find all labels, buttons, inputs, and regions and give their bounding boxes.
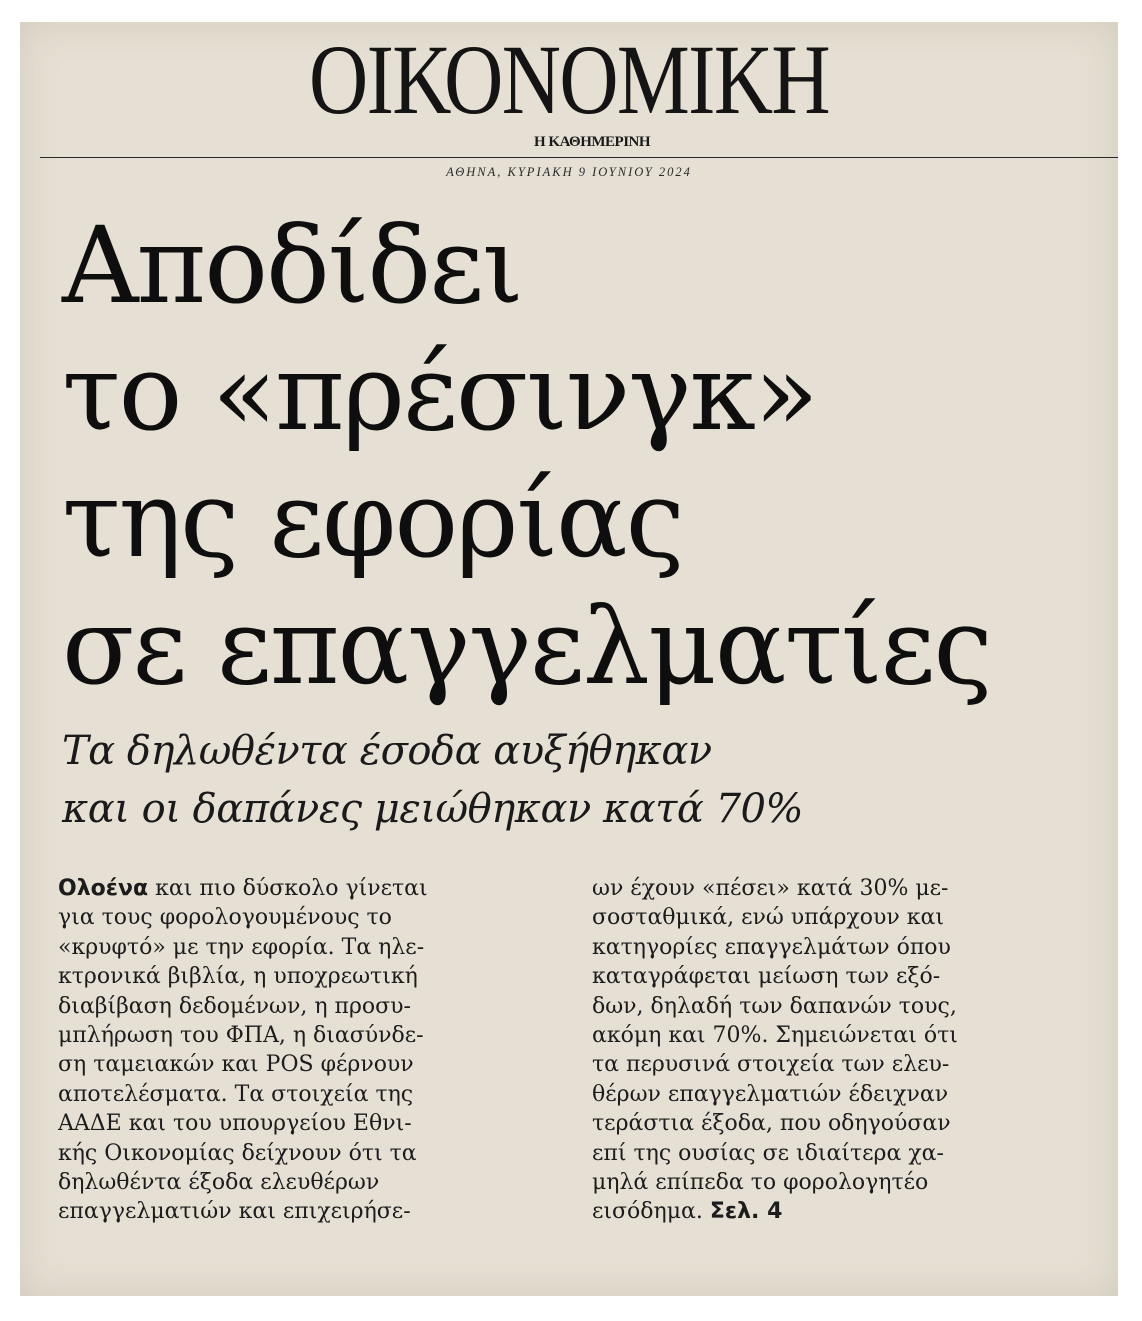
masthead-title: ΟΙΚΟΝΟΜΙΚΗ (308, 24, 830, 135)
dateline: ΑΘΗΝΑ, ΚΥΡΙΑΚΗ 9 ΙΟΥΝΙΟΥ 2024 (446, 165, 692, 179)
headline-line: της εφορίας (62, 458, 683, 581)
headline-line: το «πρέσινγκ» (62, 331, 817, 454)
article-line: επαγγελματιών και επιχειρήσε- (58, 1199, 411, 1225)
headline (62, 202, 1112, 710)
article-line: αποτελέσματα. Τα στοιχεία της (58, 1081, 414, 1107)
article-column-right (592, 874, 1102, 1227)
article-line: κατηγορίες επαγγελμάτων όπου (592, 934, 951, 960)
article-line: θέρων επαγγελματιών έδειχναν (592, 1081, 949, 1107)
article-line: ων έχουν «πέσει» κατά 30% με- (592, 876, 949, 901)
article-line: μηλά επίπεδα το φορολογητέο (592, 1170, 929, 1196)
article-line: επί της ουσίας σε ιδιαίτερα χα- (592, 1140, 944, 1166)
article-line: καταγράφεται μείωση των εξό- (592, 964, 941, 990)
subheadline (62, 722, 1112, 838)
article-line-text: και πιο δύσκολο γίνεται (148, 876, 428, 901)
subheadline-line: και οι δαπάνες μειώθηκαν κατά 70% (62, 786, 803, 832)
article-line: για τους φορολογουμένους το (58, 905, 392, 931)
article-line: δηλωθέντα έξοδα ελευθέρων (58, 1170, 380, 1196)
article-line: μπλήρωση του ΦΠΑ, η διασύνδε- (58, 1023, 424, 1049)
article-line (592, 1197, 1102, 1226)
article-line: «κρυφτό» με την εφορία. Τα ηλε- (58, 934, 425, 960)
article-line: δων, δηλαδή των δαπανών τους, (592, 993, 957, 1019)
article-line: ακόμη και 70%. Σημειώνεται ότι (592, 1023, 958, 1049)
article-line: ΑΑΔΕ και του υπουργείου Εθνι- (58, 1111, 412, 1137)
newspaper-clipping (20, 22, 1118, 1296)
article-line: κτρονικά βιβλία, η υποχρεωτική (58, 964, 418, 990)
article-column-left (58, 874, 553, 1227)
page-reference: Σελ. 4 (709, 1199, 783, 1225)
article-line: διαβίβαση δεδομένων, η προσυ- (58, 993, 411, 1019)
subheadline-line: Τα δηλωθέντα έσοδα αυξήθηκαν (62, 728, 712, 774)
article-line: ση ταμειακών και POS φέρνουν (58, 1052, 414, 1078)
article-line: τα περυσινά στοιχεία των ελευ- (592, 1052, 950, 1078)
headline-line: σε επαγγελματίες (62, 585, 991, 708)
article-line (58, 874, 553, 903)
article-line: σοσταθμικά, ενώ υπάρχουν και (592, 905, 944, 931)
masthead-rule (40, 157, 1118, 158)
article-line-text: εισόδημα. (592, 1199, 710, 1225)
article-line: κής Οικονομίας δείχνουν ότι τα (58, 1140, 417, 1166)
article-lead-word: Ολοένα (58, 876, 149, 901)
masthead-subbrand: Η ΚΑΘΗΜΕΡΙΝΗ (534, 134, 651, 150)
article-line: τεράστια έξοδα, που οδηγούσαν (592, 1111, 951, 1137)
headline-line: Αποδίδει (62, 204, 522, 327)
